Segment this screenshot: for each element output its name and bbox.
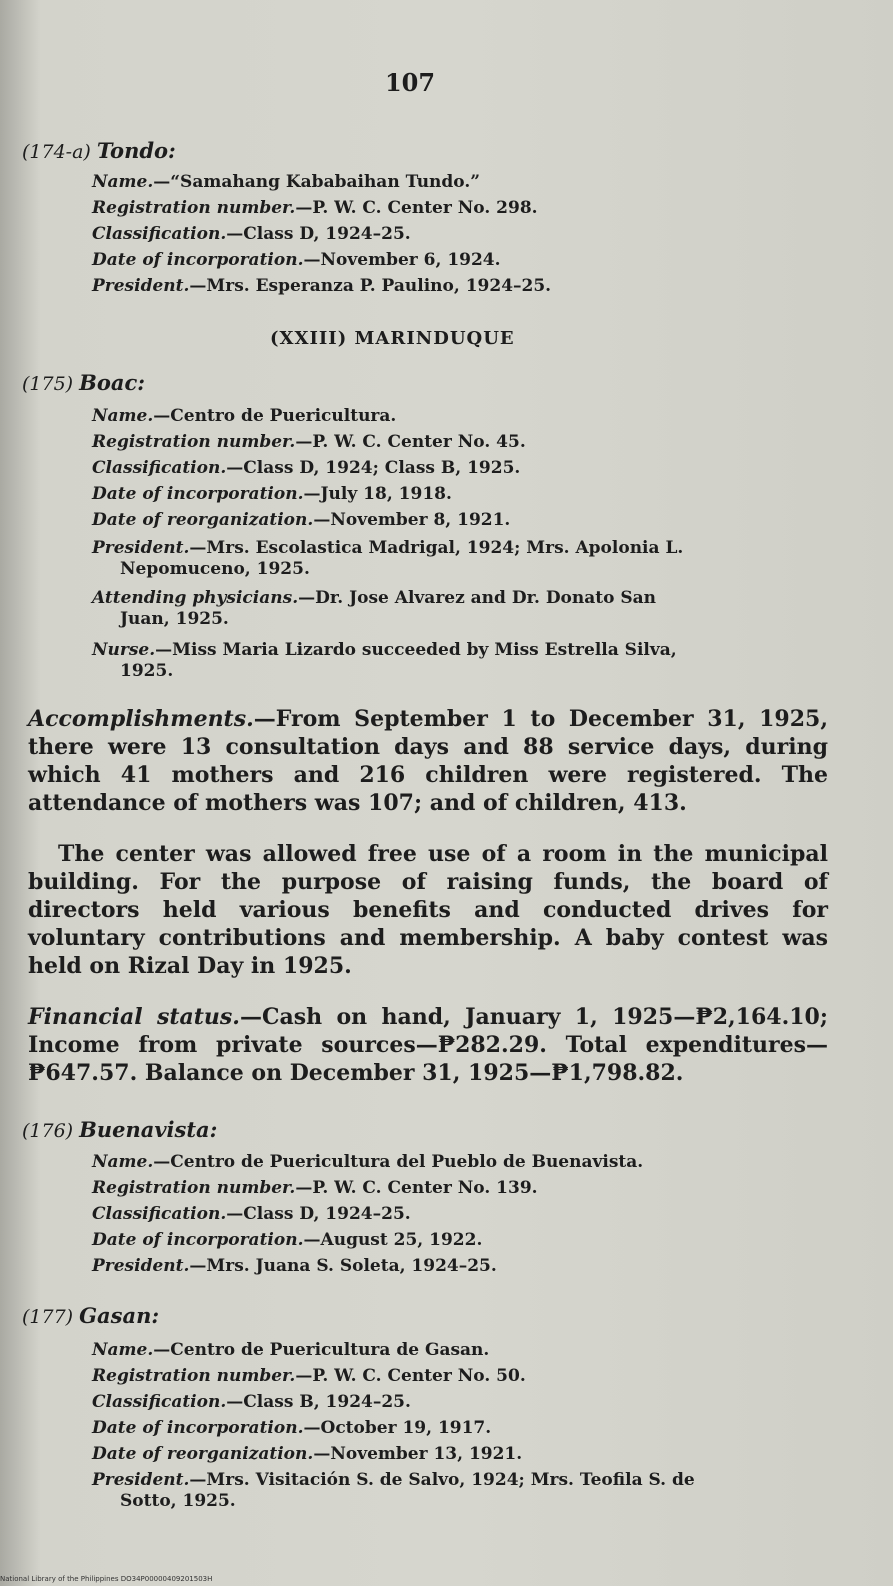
field-incorporation: Date of incorporation.—August 25, 1922.	[92, 1230, 483, 1250]
entry-number: (174-a)	[22, 141, 91, 163]
field-name: Name.—Centro de Puericultura.	[92, 406, 397, 426]
field-name: Name.—“Samahang Kababaihan Tundo.”	[92, 172, 481, 192]
entry-place: Tondo:	[96, 138, 176, 163]
entry-heading-boac	[22, 370, 145, 395]
field-reorganization: Date of reorganization.—November 13, 1921.	[92, 1444, 523, 1464]
field-classification: Classification.—Class D, 1924; Class B, 1925.	[92, 458, 521, 478]
field-incorporation: Date of incorporation.—November 6, 1924.	[92, 250, 501, 270]
field-president: President.—Mrs. Esperanza P. Paulino, 1924–25.	[92, 276, 552, 296]
field-incorporation: Date of incorporation.—October 19, 1917.	[92, 1418, 492, 1438]
entry-number: (177)	[22, 1306, 74, 1328]
accomplishments-paragraph: Accomplishments.—From September 1 to December 31, 1925, there were 13 consultation days and 88 service days, during which 41 mothers and 216 children were registered. The attendance of mothers was 107; and of children, 413.	[28, 706, 828, 816]
footer-note: National Library of the Philippines DO34P00000409201503H	[0, 1575, 213, 1583]
field-classification: Classification.—Class D, 1924–25.	[92, 1204, 411, 1224]
section-title: (XXIII) MARINDUQUE	[270, 328, 515, 349]
field-classification: Classification.—Class D, 1924–25.	[92, 224, 411, 244]
field-incorporation: Date of incorporation.—July 18, 1918.	[92, 484, 452, 504]
field-president: President.—Mrs. Escolastica Madrigal, 1924; Mrs. Apolonia L. Nepomuceno, 1925.	[92, 538, 684, 579]
entry-place: Boac:	[79, 370, 145, 395]
field-classification: Classification.—Class B, 1924–25.	[92, 1392, 411, 1412]
page-number: 107	[384, 68, 436, 97]
entry-number: (176)	[22, 1120, 74, 1142]
field-registration: Registration number.—P. W. C. Center No. 50.	[92, 1366, 526, 1386]
field-physicians: Attending physicians.—Dr. Jose Alvarez and Dr. Donato San Juan, 1925.	[92, 588, 657, 629]
financial-label: Financial status.	[28, 1004, 240, 1030]
financial-paragraph: Financial status.—Cash on hand, January 1, 1925—₱2,164.10; Income from private sources—₱282.29. Total expenditures—₱647.57. Balance on December 31, 1925—₱1,798.82.	[28, 1004, 828, 1086]
field-registration: Registration number.—P. W. C. Center No. 298.	[92, 198, 538, 218]
field-name: Name.—Centro de Puericultura del Pueblo de Buenavista.	[92, 1152, 644, 1172]
field-nurse: Nurse.—Miss Maria Lizardo succeeded by Miss Estrella Silva, 1925.	[92, 640, 677, 681]
entry-number: (175)	[22, 373, 74, 395]
entry-place: Buenavista:	[79, 1117, 218, 1142]
entry-heading-gasan	[22, 1303, 159, 1328]
field-president: President.—Mrs. Visitación S. de Salvo, 1924; Mrs. Teofila S. de Sotto, 1925.	[92, 1470, 695, 1511]
field-president: President.—Mrs. Juana S. Soleta, 1924–25.	[92, 1256, 497, 1276]
accomplishments-label: Accomplishments.	[28, 706, 254, 732]
field-reorganization: Date of reorganization.—November 8, 1921.	[92, 510, 511, 530]
field-registration: Registration number.—P. W. C. Center No. 139.	[92, 1178, 538, 1198]
field-name: Name.—Centro de Puericultura de Gasan.	[92, 1340, 490, 1360]
entry-place: Gasan:	[79, 1303, 160, 1328]
activities-paragraph: The center was allowed free use of a room in the municipal building. For the purpose of raising funds, the board of directors held various benefits and conducted drives for voluntary contributions and membership. A baby contest was held on Rizal Day in 1925.	[28, 841, 828, 979]
field-registration: Registration number.—P. W. C. Center No. 45.	[92, 432, 526, 452]
entry-heading-tondo	[22, 138, 176, 163]
entry-heading-buenavista	[22, 1117, 217, 1142]
